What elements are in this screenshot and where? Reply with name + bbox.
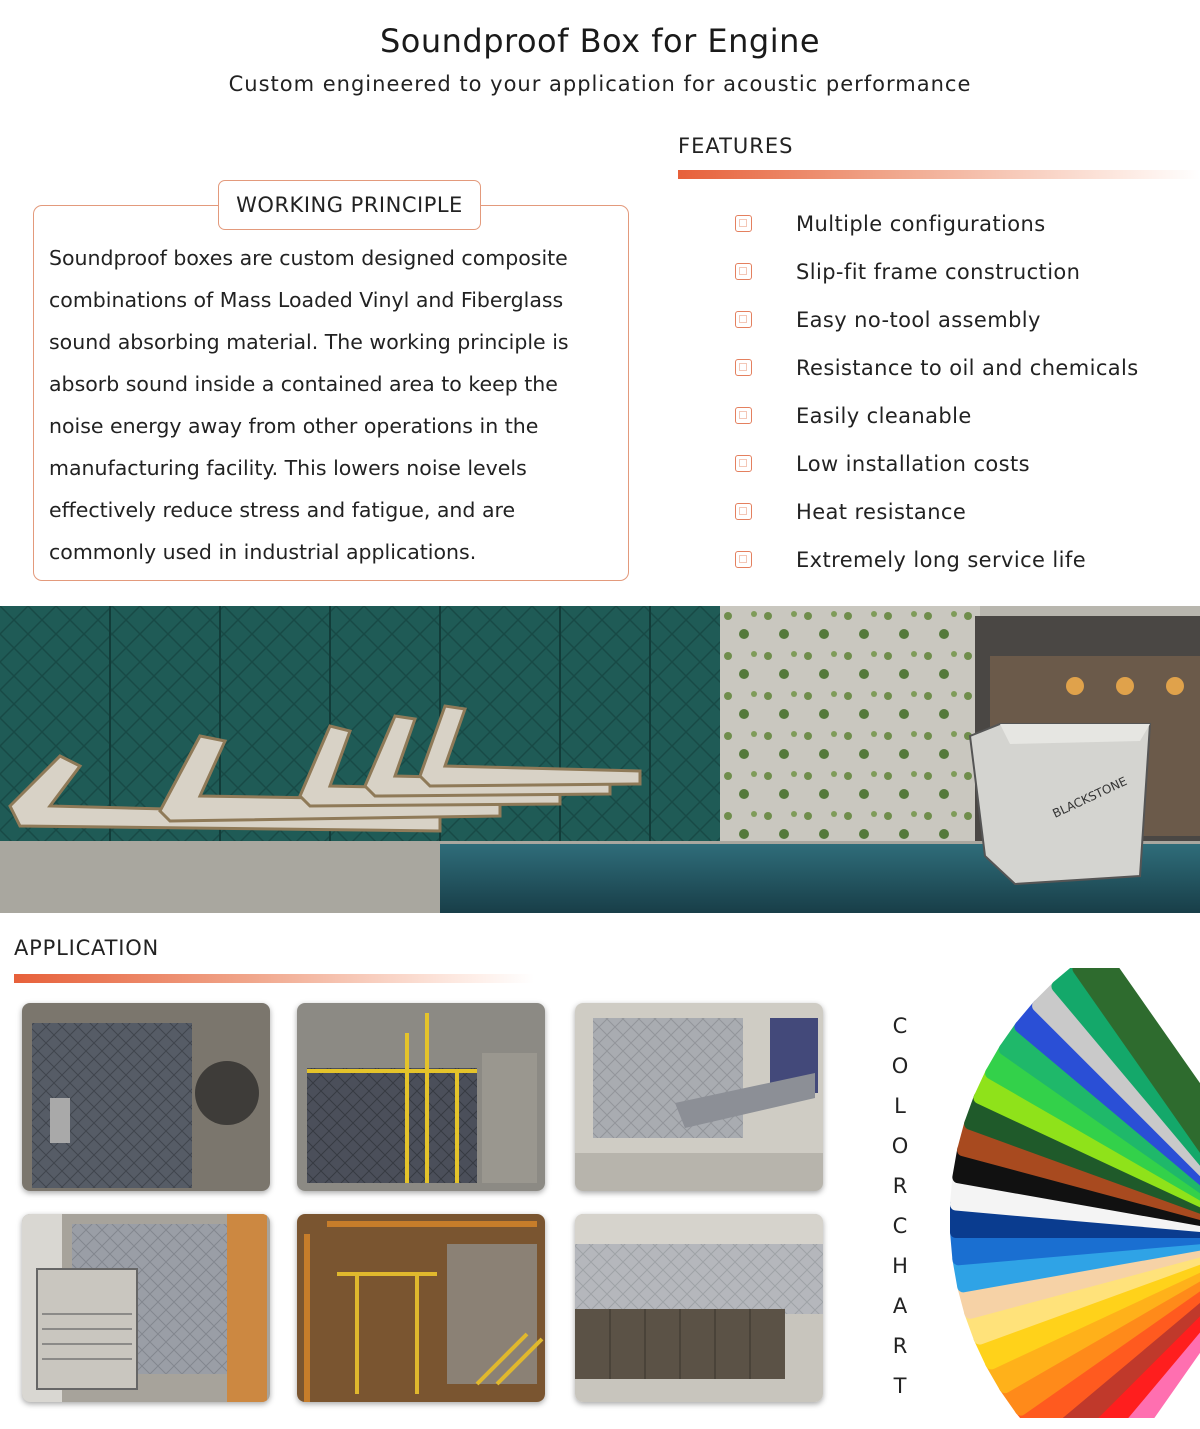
feature-item <box>735 488 1139 536</box>
feature-item <box>735 344 1139 392</box>
color-chart-label <box>888 1006 912 1406</box>
color-chart-letter: T <box>893 1374 907 1398</box>
application-heading: APPLICATION <box>14 936 160 960</box>
feature-item <box>735 536 1139 584</box>
feature-item <box>735 200 1139 248</box>
feature-text: Extremely long service life <box>796 548 1087 572</box>
soundproof-box <box>970 724 1150 884</box>
feature-text: Easy no-tool assembly <box>796 308 1041 332</box>
page-title: Soundproof Box for Engine <box>379 22 821 60</box>
feature-item <box>735 392 1139 440</box>
checkbox-icon <box>735 551 752 568</box>
color-chart-letter: R <box>892 1334 908 1358</box>
checkbox-icon <box>735 407 752 424</box>
working-principle-text: Soundproof boxes are custom designed composite combinations of Mass Loaded Vinyl and Fiberglass sound absorbing material. The working principle is absorb sound inside a contained area to keep the noise energy away from other operations in the manufacturing facility. This lowers noise levels effectively reduce stress and fatigue, and are commonly used in industrial applications. <box>49 246 569 564</box>
enclosure-photo-illustration <box>297 1214 545 1402</box>
checkbox-icon <box>735 215 752 232</box>
color-swatch-fan-illustration <box>940 968 1200 1418</box>
feature-text: Multiple configurations <box>796 212 1046 236</box>
color-chart-letter: O <box>891 1134 909 1158</box>
working-principle-label: WORKING PRINCIPLE <box>218 180 481 230</box>
checkbox-icon <box>735 359 752 376</box>
color-chart-letter: R <box>892 1174 908 1198</box>
enclosure-photo-illustration <box>575 1214 823 1402</box>
color-chart-letter: A <box>892 1294 908 1318</box>
application-underline <box>14 974 534 983</box>
feature-text: Resistance to oil and chemicals <box>796 356 1139 380</box>
color-chart-letter: C <box>892 1014 908 1038</box>
application-photo-5 <box>297 1214 545 1402</box>
application-photo-4 <box>22 1214 270 1402</box>
page-subtitle: Custom engineered to your application for acoustic performance <box>228 72 972 96</box>
color-chart-letter: C <box>892 1214 908 1238</box>
enclosure-photo-illustration <box>22 1214 270 1402</box>
checkbox-icon <box>735 455 752 472</box>
color-swatch-fan <box>940 968 1200 1418</box>
box-brand-text: BLACKSTONE <box>1050 774 1130 821</box>
application-photo-6 <box>575 1214 823 1402</box>
feature-text: Low installation costs <box>796 452 1030 476</box>
enclosure-photo-illustration <box>575 1003 823 1191</box>
feature-item <box>735 248 1139 296</box>
application-photo-2 <box>297 1003 545 1191</box>
feature-item <box>735 440 1139 488</box>
feature-text: Heat resistance <box>796 500 967 524</box>
features-list <box>735 200 1139 584</box>
feature-item <box>735 296 1139 344</box>
color-chart-letter: O <box>891 1054 909 1078</box>
application-photo-1 <box>22 1003 270 1191</box>
enclosure-photo-illustration <box>297 1003 545 1191</box>
application-photo-3 <box>575 1003 823 1191</box>
color-chart-letter: L <box>894 1094 906 1118</box>
checkbox-icon <box>735 263 752 280</box>
pool-scene-illustration <box>0 606 1200 913</box>
checkbox-icon <box>735 503 752 520</box>
feature-text: Easily cleanable <box>796 404 972 428</box>
checkbox-icon <box>735 311 752 328</box>
features-heading: FEATURES <box>678 134 794 158</box>
pool-banner-photo <box>0 606 1200 913</box>
feature-text: Slip-fit frame construction <box>796 260 1081 284</box>
features-underline <box>678 170 1200 179</box>
enclosure-photo-illustration <box>22 1003 270 1191</box>
color-chart-letter: H <box>892 1254 908 1278</box>
